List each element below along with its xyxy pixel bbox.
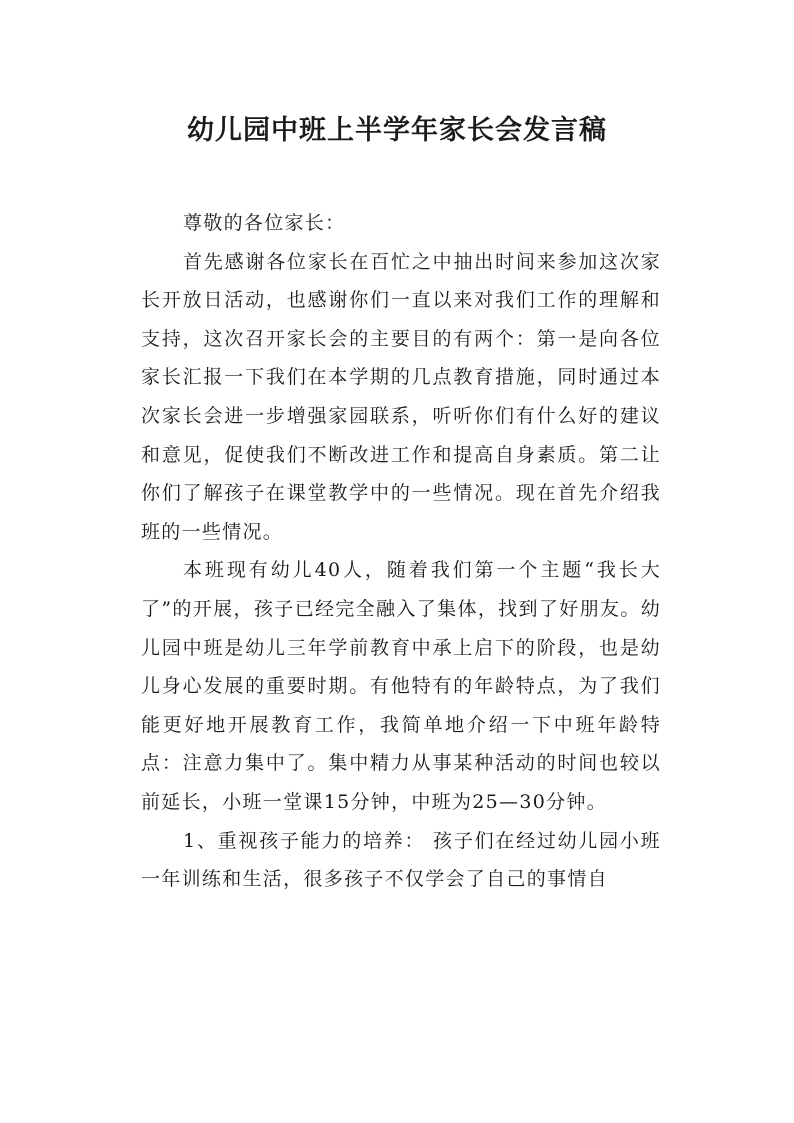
salutation-paragraph: 尊敬的各位家长： xyxy=(183,212,346,234)
ability-training-paragraph: 1、重视孩子能力的培养： 孩子们在经过幼儿园小班一年训练和生活，很多孩子不仅学会了自己的事情自 xyxy=(141,829,661,891)
class-overview-paragraph: 本班现有幼儿40人，随着我们第一个主题“我长大了”的开展，孩子已经完全融入了集体，找到了好朋友。幼儿园中班是幼儿三年学前教育中承上启下的阶段，也是幼儿身心发展的重要时期。有他特有的年龄特点，为了我们能更好地开展教育工作，我简单地介绍一下中班年龄特点：注意力集中了。集中精力从事某种活动的时间也较以前延长，小班一堂课15分钟，中班为25—30分钟。 xyxy=(141,559,661,813)
intro-paragraph: 首先感谢各位家长在百忙之中抽出时间来参加这次家长开放日活动，也感谢你们一直以来对我们工作的理解和支持，这次召开家长会的主要目的有两个：第一是向各位家长汇报一下我们在本学期的几点教育措施，同时通过本次家长会进一步增强家园联系，听听你们有什么好的建议和意见，促使我们不断改进工作和提高自身素质。第二让你们了解孩子在课堂教学中的一些情况。现在首先介绍我班的一些情况。 xyxy=(141,250,661,543)
document-body xyxy=(141,204,661,899)
document-title: 幼儿园中班上半学年家长会发言稿 xyxy=(187,115,607,146)
